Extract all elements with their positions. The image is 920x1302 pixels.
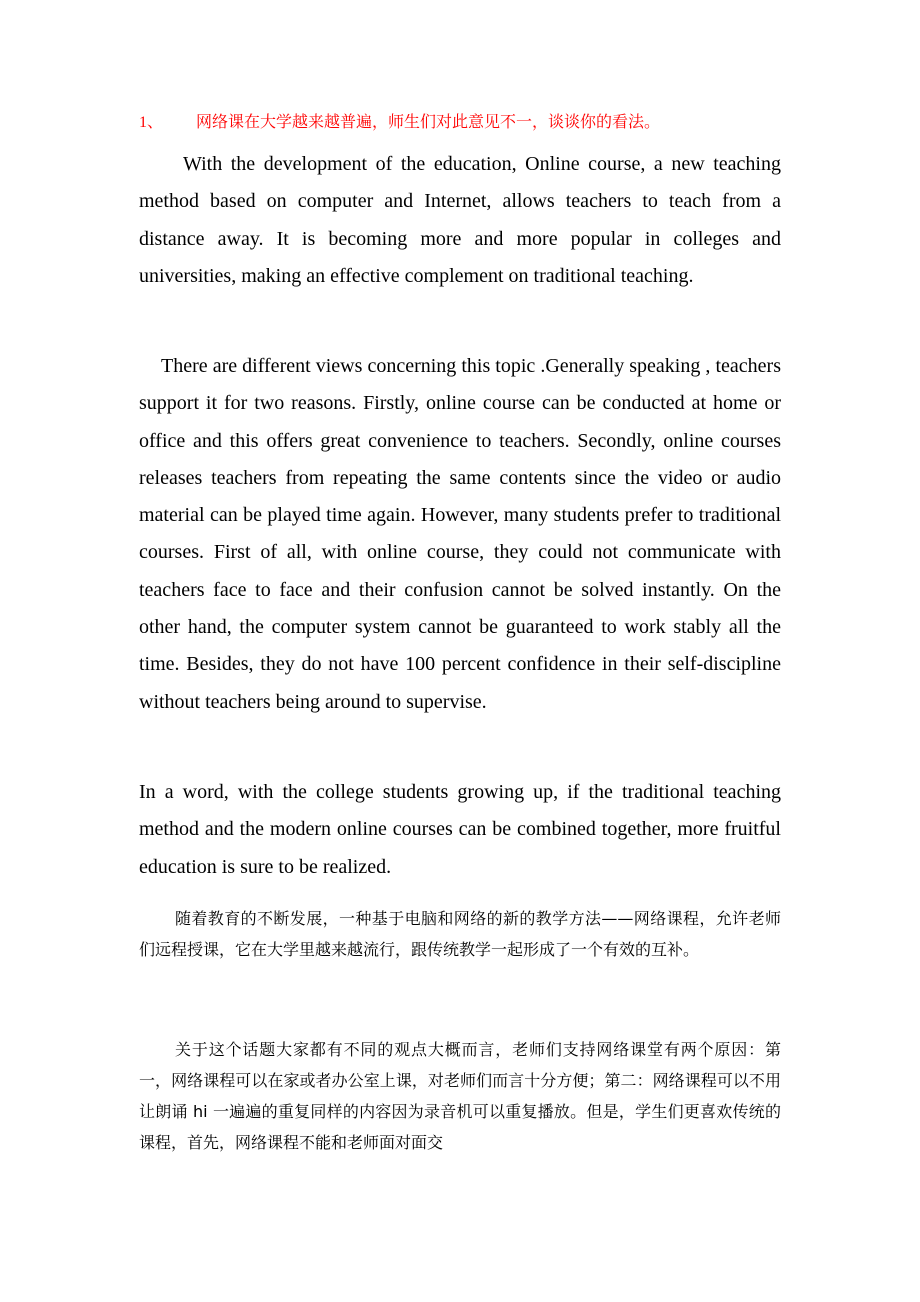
question-number: 1、 bbox=[139, 114, 164, 131]
english-paragraph-views: There are different views concerning this topic .Generally speaking , teachers support it for two reasons. Firstly, online course can be conducted at home or office and this offers great convenience to teachers. Secondly, online courses releases teachers from repeating the same contents since the video or audio material can be played time again. However, many students prefer to traditional courses. First of all, with online course, they could not communicate with teachers face to face and their confusion cannot be solved instantly. On the other hand, the computer system cannot be guaranteed to work stably all the time. Besides, they do not have 100 percent confidence in their self-discipline without teachers being around to supervise. bbox=[139, 355, 781, 713]
english-paragraph-conclusion: In a word, with the college students growing up, if the traditional teaching method and the modern online courses can be combined together, more fruitful education is sure to be realized. bbox=[139, 781, 781, 878]
question-text: 网络课在大学越来越普遍，师生们对此意见不一，谈谈你的看法。 bbox=[196, 114, 661, 131]
chinese-paragraph-intro: 随着教育的不断发展，一种基于电脑和网络的新的教学方法——网络课程，允许老师们远程授课，它在大学里越来越流行，跟传统教学一起形成了一个有效的互补。 bbox=[139, 909, 781, 959]
chinese-paragraph-views: 关于这个话题大家都有不同的观点大概而言，老师们支持网络课堂有两个原因：第一，网络课程可以在家或者办公室上课，对老师们而言十分方便；第二：网络课程可以不用让朗诵 hi 一遍遍的重复同样的内容因为录音机可以重复播放。但是，学生们更喜欢传统的课程，首先，网络课程不能和老师面对面交 bbox=[139, 1040, 781, 1152]
question-heading bbox=[139, 111, 799, 135]
english-paragraph-intro: With the development of the education, Online course, a new teaching method based on computer and Internet, allows teachers to teach from a distance away. It is becoming more and more popular in colleges and universities, making an effective complement on traditional teaching. bbox=[139, 153, 781, 287]
